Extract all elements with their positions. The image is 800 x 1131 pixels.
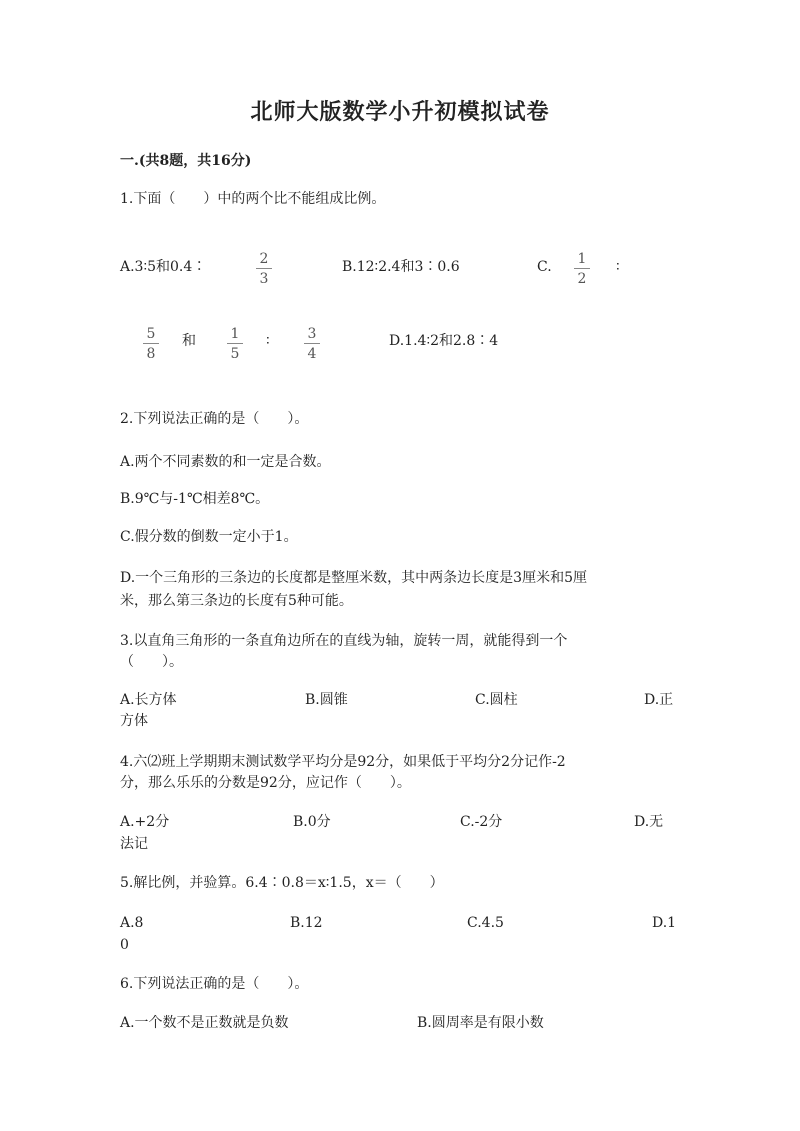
q2-option-d-line-2: 米，那么第三条边的长度有5种可能。: [120, 593, 353, 609]
fraction-bar: [574, 268, 590, 269]
q2-stem: 2.下列说法正确的是（ ）。: [120, 411, 309, 427]
q1-option-a-fraction: [253, 251, 275, 287]
q1-option-c-fraction-1: [571, 251, 593, 287]
fraction-numerator: 3: [307, 326, 317, 342]
q1-option-c-label: C.: [537, 259, 552, 275]
fraction-bar: [227, 343, 243, 344]
q6-option-b: B.圆周率是有限小数: [417, 1015, 544, 1031]
q4-option-c: C.-2分: [460, 814, 503, 830]
q5-option-c: C.4.5: [467, 915, 504, 931]
q5-option-a: A.8: [120, 915, 144, 931]
q1-option-c-colon-2: ∶: [266, 333, 270, 349]
q1-option-c-fraction-2: [140, 326, 162, 362]
q3-option-d-line-2: 方体: [120, 713, 148, 729]
fraction-bar: [256, 268, 272, 269]
q1-option-c-fraction-3: [224, 326, 246, 362]
q3-stem-line-2: （ ）。: [120, 654, 183, 670]
q1-option-c-colon-1: ∶: [616, 259, 620, 275]
q5-option-d-line-2: 0: [120, 937, 129, 953]
page-title: 北师大版数学小升初模拟试卷: [250, 99, 550, 125]
fraction-numerator: 1: [577, 251, 587, 267]
q3-option-a: A.长方体: [120, 692, 177, 708]
q2-option-d-line-1: D.一个三角形的三条边的长度都是整厘米数，其中两条边长度是3厘米和5厘: [120, 570, 587, 586]
q4-option-a: A.+2分: [120, 814, 170, 830]
fraction-numerator: 1: [230, 326, 240, 342]
fraction-numerator: 2: [259, 251, 269, 267]
q2-option-c: C.假分数的倒数一定小于1。: [120, 529, 298, 545]
q4-stem-line-2: 分，那么乐乐的分数是92分，应记作（ ）。: [120, 775, 411, 791]
q5-stem: 5.解比例，并验算。6.4∶0.8＝x∶1.5，x＝（ ）: [120, 875, 444, 891]
q4-option-b: B.0分: [293, 814, 331, 830]
fraction-denominator: 2: [577, 271, 587, 287]
q1-option-b: B.12∶2.4和3∶0.6: [342, 259, 460, 275]
q1-option-c-fraction-4: [301, 326, 323, 362]
q3-option-d-line-1: D.正: [644, 692, 674, 708]
q3-stem-line-1: 3.以直角三角形的一条直角边所在的直线为轴，旋转一周，就能得到一个: [120, 633, 568, 649]
fraction-denominator: 8: [146, 346, 156, 362]
q5-option-d-line-1: D.1: [652, 915, 677, 931]
fraction-numerator: 5: [146, 326, 156, 342]
q3-option-b: B.圆锥: [305, 692, 348, 708]
q4-stem-line-1: 4.六⑵班上学期期末测试数学平均分是92分，如果低于平均分2分记作-2: [120, 754, 566, 770]
section-heading: 一.(共8题，共16分): [120, 153, 252, 169]
fraction-bar: [304, 343, 320, 344]
q6-stem: 6.下列说法正确的是（ ）。: [120, 976, 309, 992]
fraction-denominator: 3: [259, 271, 269, 287]
q1-stem: 1.下面（ ）中的两个比不能组成比例。: [120, 191, 386, 207]
fraction-denominator: 5: [230, 346, 240, 362]
q1-option-d: D.1.4∶2和2.8∶4: [389, 333, 499, 349]
q4-option-d-line-1: D.无: [634, 814, 664, 830]
q1-option-a: A.3∶5和0.4∶: [120, 259, 207, 275]
fraction-denominator: 4: [307, 346, 317, 362]
fraction-bar: [143, 343, 159, 344]
q4-option-d-line-2: 法记: [120, 836, 148, 852]
q6-option-a: A.一个数不是正数就是负数: [120, 1015, 289, 1031]
q3-option-c: C.圆柱: [475, 692, 518, 708]
q1-option-c-and: 和: [182, 333, 196, 349]
q2-option-b: B.9℃与-1℃相差8℃。: [120, 491, 270, 507]
q2-option-a: A.两个不同素数的和一定是合数。: [120, 454, 331, 470]
q5-option-b: B.12: [290, 915, 323, 931]
